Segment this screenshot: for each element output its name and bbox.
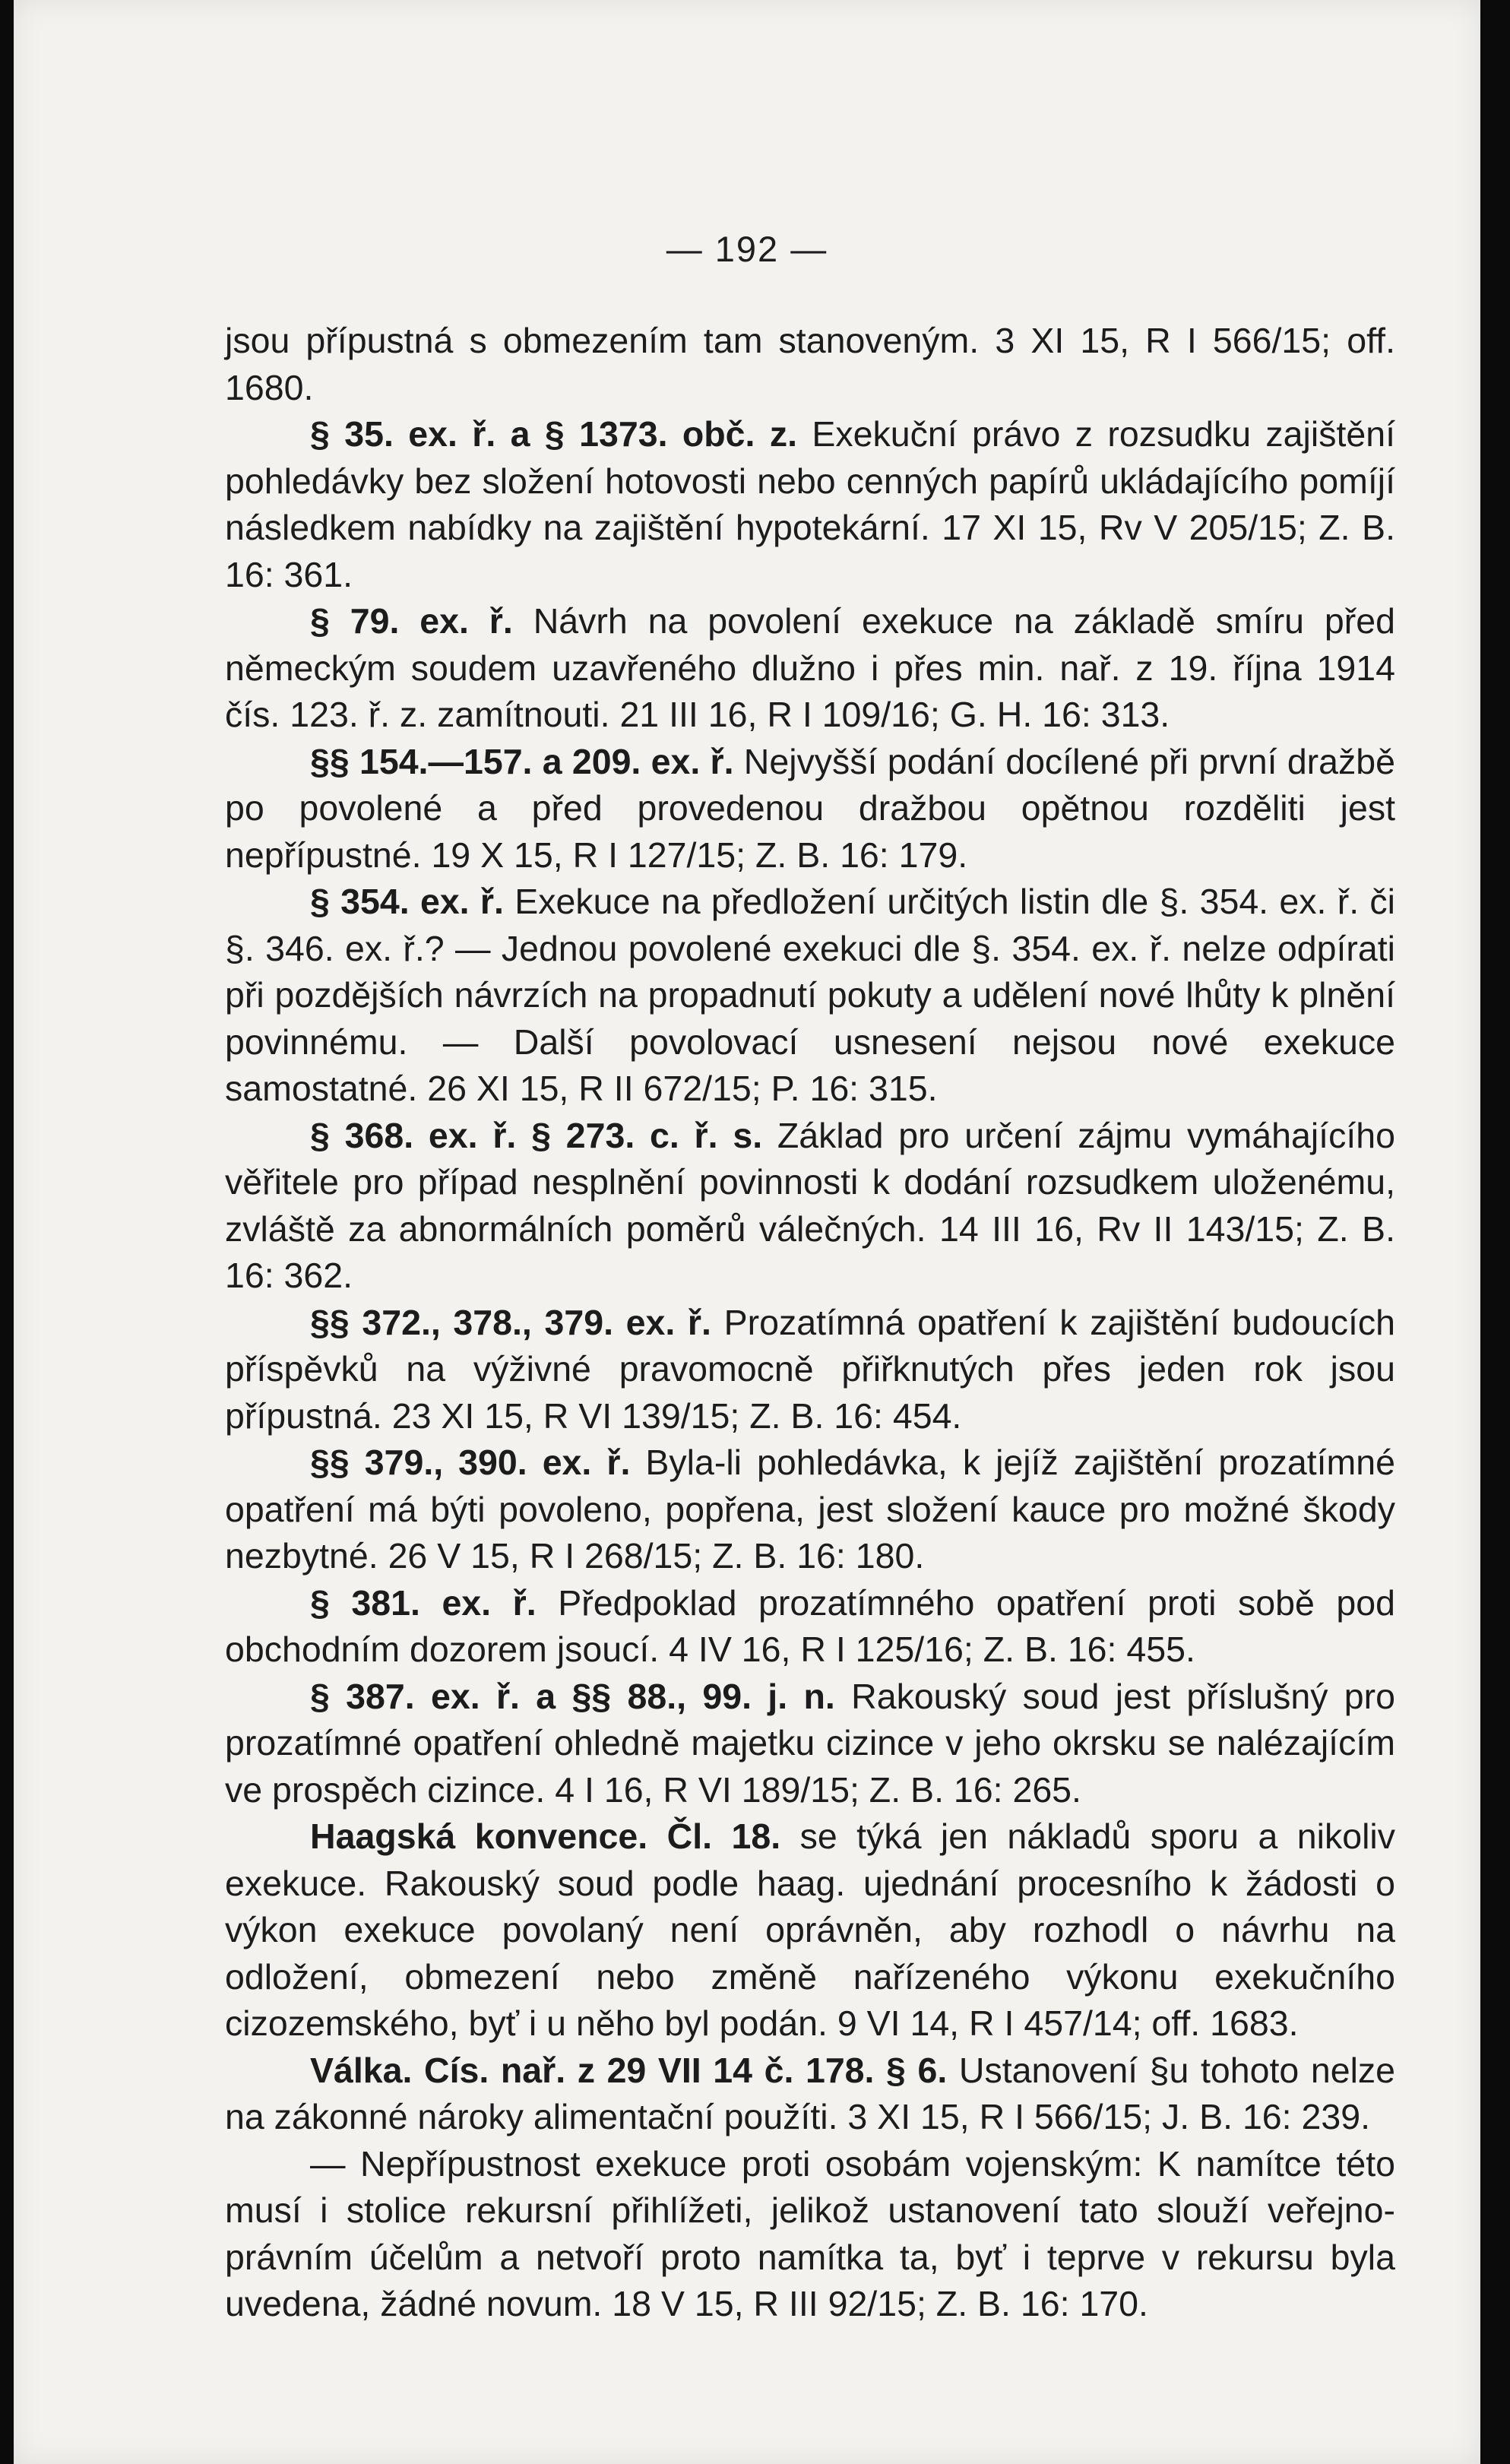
paragraph-11 bbox=[225, 2048, 1395, 2141]
paragraph-text: Byla-li pohledávka, k jejíž zajištění prozatímné opatření má býti povoleno, popřena, jest složení kauce pro možné škody nezbytné. 26 V 15, R I 268/15; Z. B. 16: 180. bbox=[225, 1443, 1396, 1576]
page-text bbox=[225, 318, 1395, 2328]
legal-reference: §§ 372., 378., 379. ex. ř. bbox=[310, 1302, 711, 1342]
paragraph-text: Návrh na povolení exekuce na základě smíru před německým soudem uzavřeného dlužno i přes min. nař. z 19. října 1914 čís. 123. ř. z. zamítnouti. 21 III 16, R I 109/16; G. H. 16: 313. bbox=[225, 601, 1395, 734]
book-page bbox=[14, 0, 1480, 2464]
paragraph-12 bbox=[225, 2141, 1395, 2328]
paragraph-1 bbox=[225, 411, 1395, 598]
legal-reference: § 35. ex. ř. a § 1373. obč. z. bbox=[310, 414, 798, 454]
paragraph-text: Prozatímná opatření k zajištění budoucích příspěvků na výživné pravomocně přiřknutých přes jeden rok jsou přípustná. 23 XI 15, R VI 139/15; Z. B. 16: 454. bbox=[225, 1302, 1396, 1436]
paragraph-text: — Nepřípustnost exekuce proti osobám vojenským: K namítce této musí i stolice rekursní přihlížeti, jelikož ustanovení tato slouží veřejno-právním účelům a netvoří proto namítka ta, byť i teprve v rekursu byla uvedena, žádné novum. 18 V 15, R III 92/15; Z. B. 16: 170. bbox=[225, 2143, 1395, 2323]
paragraph-2 bbox=[225, 598, 1395, 739]
paragraph-text: Předpoklad prozatímného opatření proti sobě pod obchodním dozorem jsoucí. 4 IV 16, R I 125/16; Z. B. 16: 455. bbox=[225, 1582, 1396, 1669]
paragraph-5 bbox=[225, 1113, 1395, 1300]
paragraph-text: Exekuce na předložení určitých listin dle §. 354. ex. ř. či §. 346. ex. ř.? — Jednou povolené exekuci dle §. 354. ex. ř. nelze odpírati při pozdějších návrzích na propadnutí pokuty a udělení nové lhůty k plnění povinnému. — Další povolovací usnesení nejsou nové exekuce samostatné. 26 XI 15, R II 672/15; P. 16: 315. bbox=[225, 882, 1396, 1108]
legal-reference: § 387. ex. ř. a §§ 88., 99. j. n. bbox=[310, 1676, 835, 1716]
paragraph-9 bbox=[225, 1674, 1395, 1814]
section-heading: Haagská konvence. Čl. 18. bbox=[310, 1816, 781, 1856]
paragraph-8 bbox=[225, 1580, 1395, 1674]
paragraph-4 bbox=[225, 879, 1395, 1113]
paragraph-text: se týká jen nákladů sporu a nikoliv exekuce. Rakouský soud podle haag. ujednání procesního k žádosti o výkon exekuce povolaný není oprávněn, aby rozhodl o návrhu na odložení, obmezení nebo změně nařízeného výkonu exekučního cizozemského, byť i u něho byl podán. 9 VI 14, R I 457/14; off. 1683. bbox=[225, 1816, 1396, 2043]
paragraph-7 bbox=[225, 1439, 1395, 1580]
legal-reference: § 79. ex. ř. bbox=[310, 601, 513, 641]
legal-reference: §§ 379., 390. ex. ř. bbox=[310, 1443, 631, 1482]
paragraph-3 bbox=[225, 739, 1395, 879]
page-number: — 192 — bbox=[666, 229, 828, 269]
paragraph-text: Základ pro určení zájmu vymáhajícího věřitele pro případ nesplnění povinnosti k dodání rozsudkem uloženému, zvláště za abnormálních poměrů válečných. 14 III 16, Rv II 143/15; Z. B. 16: 362. bbox=[225, 1115, 1395, 1295]
paragraph-text: Ustanovení §u tohoto nelze na zákonné nároky alimentační použíti. 3 XI 15, R I 566/15; J. B. 16: 239. bbox=[225, 2050, 1396, 2136]
paragraph-6 bbox=[225, 1300, 1395, 1440]
legal-reference: § 354. ex. ř. bbox=[310, 882, 504, 921]
paragraph-text: Rakouský soud jest příslušný pro prozatímné opatření ohledně majetku cizince v jeho okrsku se nalézajícím ve prospěch cizince. 4 I 16, R VI 189/15; Z. B. 16: 265. bbox=[225, 1676, 1396, 1810]
paragraph-text: Nejvyšší podání docílené při první dražbě po povolené a před provedenou dražbou opětnou rozděliti jest nepřípustné. 19 X 15, R I 127/15; Z. B. 16: 179. bbox=[225, 741, 1396, 875]
paragraph-10 bbox=[225, 1813, 1395, 2048]
section-heading: Válka. Cís. nař. z 29 VII 14 č. 178. § 6. bbox=[310, 2050, 948, 2090]
paragraph-text: jsou přípustná s obmezením tam stanoveným. 3 XI 15, R I 566/15; off. 1680. bbox=[225, 321, 1395, 407]
legal-reference: § 381. ex. ř. bbox=[310, 1582, 537, 1623]
paragraph-0 bbox=[225, 318, 1395, 411]
paragraph-text: Exekuční právo z rozsudku zajištění pohledávky bez složení hotovosti nebo cenných papírů ukládajícího pomíjí následkem nabídky na zajištění hypotekární. 17 XI 15, Rv V 205/15; Z. B. 16: 361. bbox=[225, 414, 1396, 594]
legal-reference: §§ 154.—157. a 209. ex. ř. bbox=[310, 741, 734, 781]
legal-reference: § 368. ex. ř. § 273. c. ř. s. bbox=[310, 1115, 763, 1155]
